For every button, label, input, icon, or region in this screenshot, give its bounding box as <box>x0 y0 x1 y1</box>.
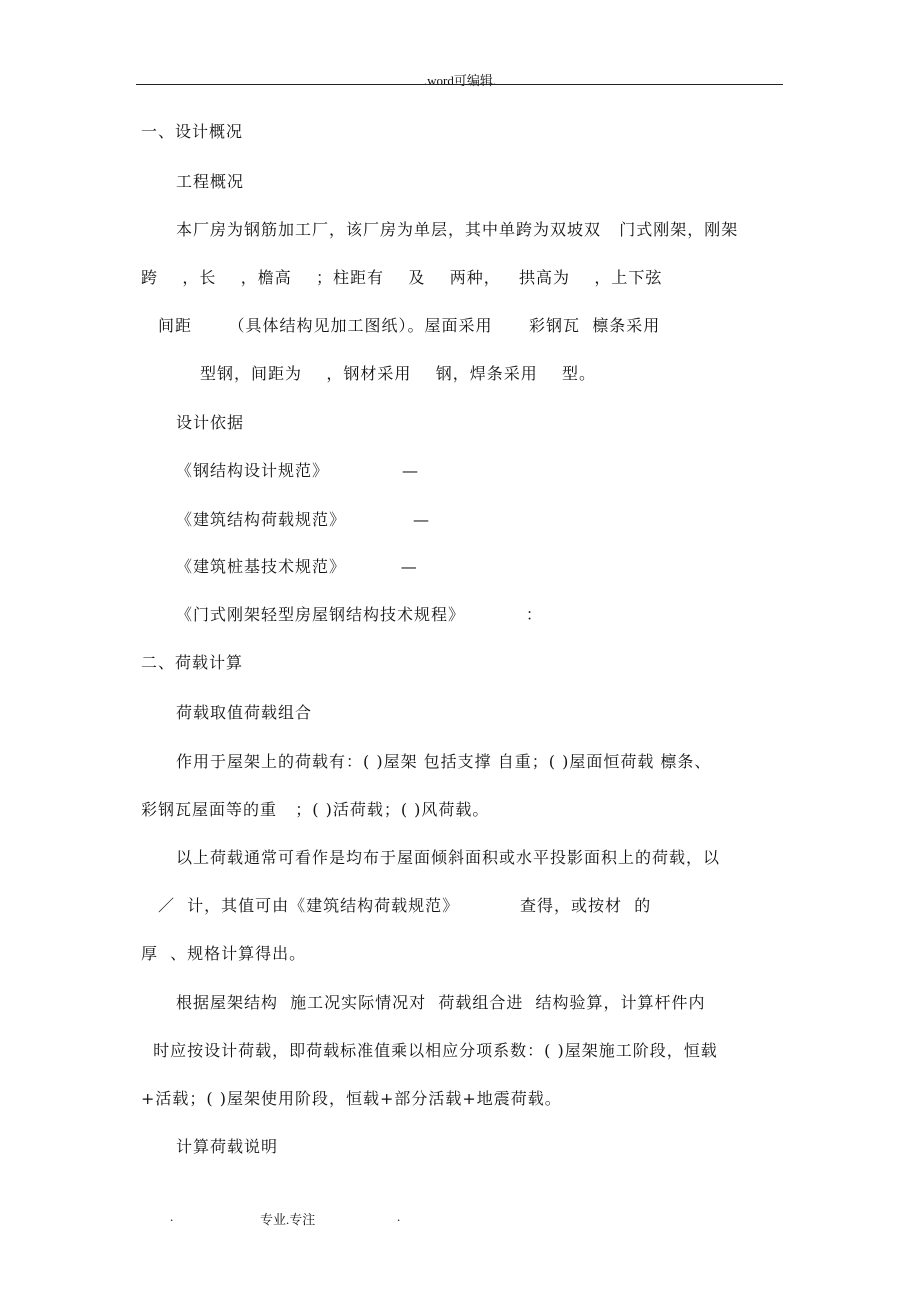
text-line: 计算荷载说明 <box>176 1137 279 1156</box>
text-line: 工程概况 <box>176 172 245 191</box>
text-line: 《门式刚架轻型房屋钢结构技术规程》 ： <box>176 605 543 624</box>
header-divider <box>136 84 783 85</box>
page-header: .word可编辑. <box>423 73 497 88</box>
text-line: 荷载取值荷载组合 <box>176 703 313 722</box>
text-line: 《建筑桩基技术规范》 — <box>176 557 418 576</box>
text-line: 根据屋架结构 施工况实际情况对 荷载组合进 结构验算，计算杆件内 <box>176 993 706 1012</box>
footer-dot-left: . <box>170 1209 174 1224</box>
text-line: 厚 、规格计算得出。 <box>141 944 307 963</box>
text-line: 一、设计概况 <box>141 122 244 141</box>
text-line: 作用于屋架上的荷载有：( )屋架 包括支撑 自重；( )屋面恒荷载 檩条、 <box>176 752 712 771</box>
text-line: 《建筑结构荷载规范》 — <box>176 510 430 529</box>
text-line: 二、荷载计算 <box>141 653 244 672</box>
text-line: 型钢，间距为 ，钢材采用 钢，焊条采用 型。 <box>200 364 597 383</box>
text-line: 跨 ，长 ，檐高 ；柱距有 及 两种， 拱高为 ，上下弦 <box>141 268 663 287</box>
footer-dot-right: . <box>397 1209 401 1224</box>
footer-text: 专业.专注 <box>260 1212 316 1227</box>
text-line: +活载；( )屋架使用阶段，恒载+部分活载+地震荷载。 <box>141 1089 562 1108</box>
text-line: 彩钢瓦屋面等的重 ；( )活荷载；( )风荷载。 <box>141 800 490 819</box>
text-line: 本厂房为钢筋加工厂，该厂房为单层，其中单跨为双坡双 门式刚架，刚架 <box>176 220 739 239</box>
text-line: ／ 计，其值可由《建筑结构荷载规范》 查得，或按材 的 <box>158 896 652 915</box>
text-line: 时应按设计荷载，即荷载标准值乘以相应分项系数：( )屋架施工阶段，恒载 <box>141 1041 718 1060</box>
text-line: 以上荷载通常可看作是均布于屋面倾斜面积或水平投影面积上的荷载，以 <box>176 848 721 867</box>
text-line: 间距 （具体结构见加工图纸）。屋面采用 彩钢瓦 檩条采用 <box>158 316 661 335</box>
text-line: 设计依据 <box>176 413 245 432</box>
text-line: 《钢结构设计规范》 — <box>176 461 420 480</box>
